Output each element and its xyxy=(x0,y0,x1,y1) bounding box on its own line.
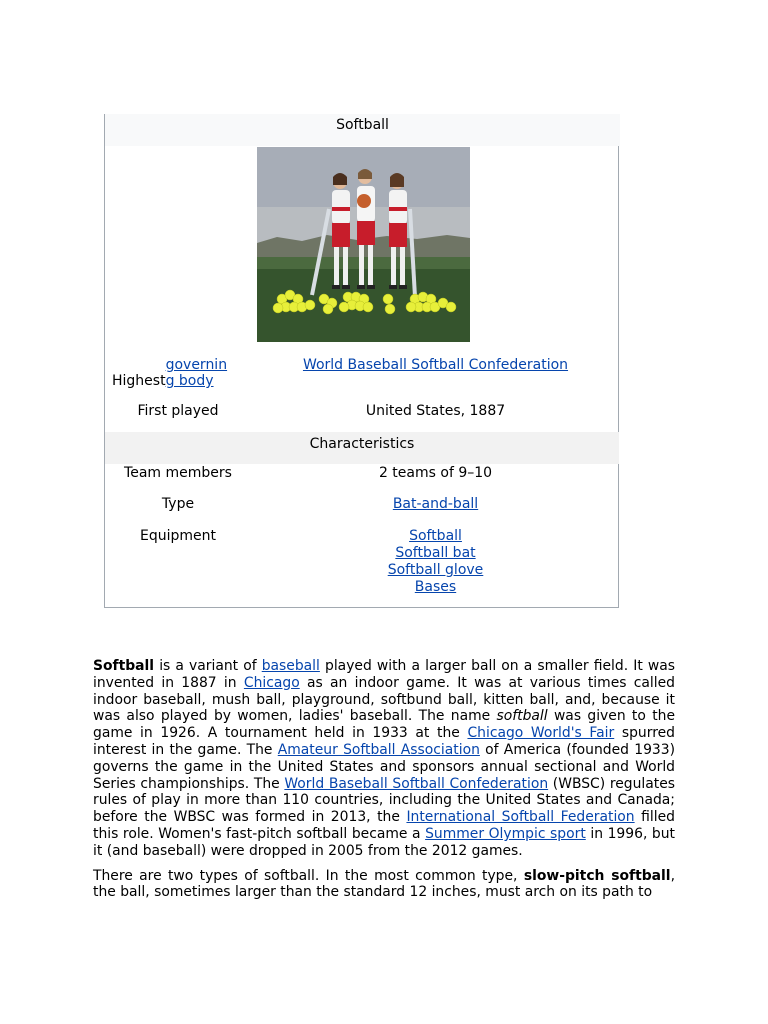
p1-text-7: (WBSC) regulates rules of play in more than 110 countries, including the United States and Canada; before the WBSC was formed in 2013, the xyxy=(93,775,675,826)
p1-text-9: in 1996, but it (and baseball) were dropped in 2005 from the 2012 games. xyxy=(93,825,676,859)
p1-text-1: is a variant of xyxy=(154,658,262,674)
row-type xyxy=(105,496,620,516)
team-members-value: 2 teams of 9–10 xyxy=(378,465,493,481)
equipment-list xyxy=(251,528,620,596)
equipment-link-softball[interactable]: Softball xyxy=(409,528,462,544)
link-chicago[interactable]: Chicago xyxy=(243,674,300,691)
link-amateur-softball-association[interactable]: Amateur Softball Association xyxy=(277,741,480,758)
link-isf[interactable]: International Softball Federation xyxy=(406,809,635,826)
first-played-value: United States, 1887 xyxy=(365,403,506,419)
infobox xyxy=(104,114,619,608)
article-subject: Softball xyxy=(93,658,155,674)
p2-bold-slow-pitch: slow-pitch softball xyxy=(523,867,671,884)
article-body xyxy=(93,658,675,909)
governing-body-label xyxy=(105,357,251,389)
link-wbsc[interactable]: World Baseball Softball Confederation xyxy=(284,775,549,792)
p1-text-2: played with a larger ball on a smaller field. It was invented in 1887 in xyxy=(93,658,675,691)
equipment-link-softball-glove[interactable]: Softball glove xyxy=(387,562,484,578)
p1-text-8: filled this role. Women's fast-pitch softball became a xyxy=(93,809,675,842)
infobox-image[interactable] xyxy=(257,147,470,342)
row-equipment xyxy=(105,528,620,598)
link-chicago-worlds-fair[interactable]: Chicago World's Fair xyxy=(467,725,615,742)
article-paragraph-2 xyxy=(93,868,675,902)
equipment-link-softball-bat[interactable]: Softball bat xyxy=(395,545,476,561)
link-summer-olympic-sport[interactable]: Summer Olympic sport xyxy=(425,825,586,842)
infobox-title: Softball xyxy=(105,114,620,146)
row-first-played xyxy=(105,403,620,423)
team-members-label: Team members xyxy=(124,465,232,481)
p1-text-4: was given to the game in 1926. A tournament held in 1933 at the xyxy=(93,708,675,742)
article-paragraph-1 xyxy=(93,658,675,860)
type-value-link[interactable]: Bat-and-ball xyxy=(392,496,479,512)
link-baseball[interactable]: baseball xyxy=(261,658,320,674)
equipment-label: Equipment xyxy=(140,528,216,544)
p1-italic-softball: softball xyxy=(496,708,548,725)
p1-text-5: spurred interest in the game. The xyxy=(93,725,675,758)
p2-text-1: There are two types of softball. In the most common type, xyxy=(93,867,524,884)
governing-body-label-text: Highest xyxy=(112,373,166,389)
p1-text-3: as an indoor game. It was at various times called indoor baseball, mush ball, playground, softbund ball, kitten ball, and, because it was also played by women, ladies' baseball. The name xyxy=(93,674,675,725)
row-team-members xyxy=(105,465,620,485)
softball-players-photo xyxy=(257,147,470,342)
governing-body-link[interactable]: governing body xyxy=(165,357,228,389)
first-played-label: First played xyxy=(137,403,219,419)
characteristics-header: Characteristics xyxy=(105,432,619,464)
governing-body-value-link[interactable]: World Baseball Softball Confederation xyxy=(302,357,569,373)
p2-text-2: , the ball, sometimes larger than the standard 12 inches, must arch on its path to xyxy=(93,867,675,901)
p1-text-6: of America (founded 1933) governs the game in the United States and sponsors annual sectional and World Series championships. The xyxy=(93,741,676,792)
equipment-link-bases[interactable]: Bases xyxy=(414,579,457,595)
type-label: Type xyxy=(161,496,195,512)
row-governing-body xyxy=(105,357,620,391)
